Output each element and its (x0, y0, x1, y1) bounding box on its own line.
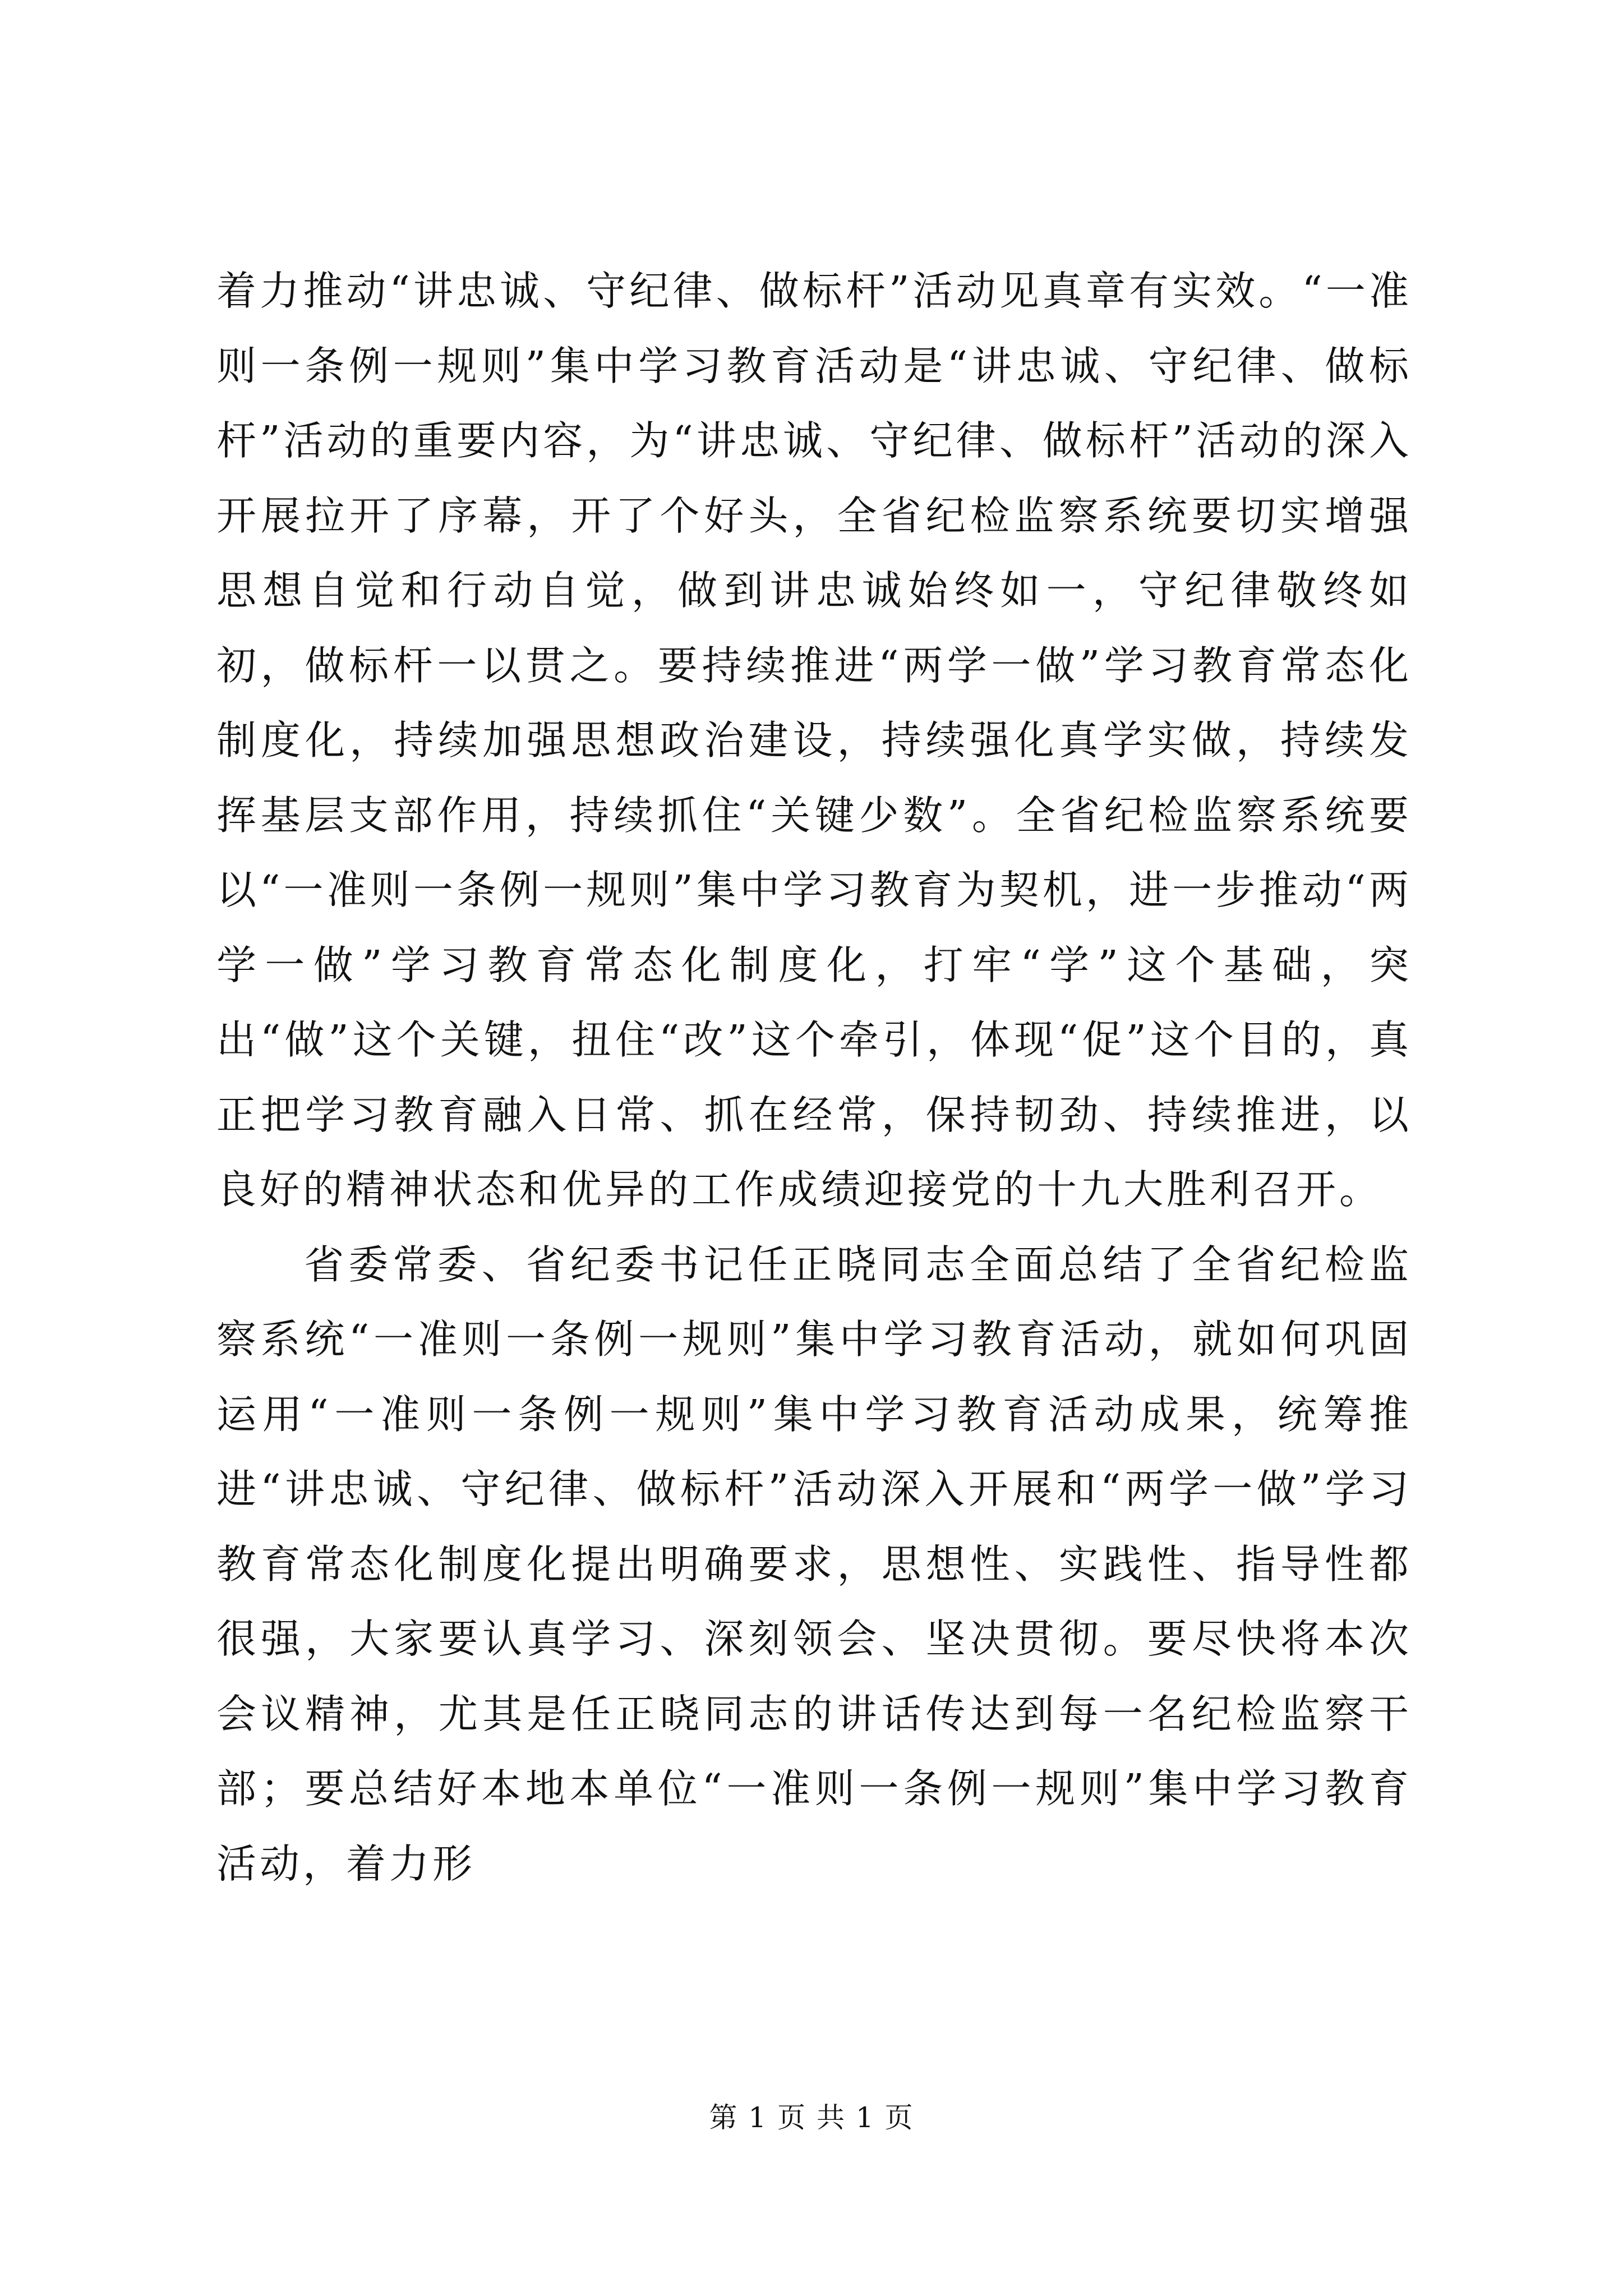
paragraph-2: 省委常委、省纪委书记任正晓同志全面总结了全省纪检监察系统“一准则一条例一规则”集中学习教育活动，就如何巩固运用“一准则一条例一规则”集中学习教育活动成果，统筹推进“讲忠诚、守纪律、做标杆”活动深入开展和“两学一做”学习教育常态化制度化提出明确要求，思想性、实践性、指导性都很强，大家要认真学习、深刻领会、坚决贯彻。要尽快将本次会议精神，尤其是任正晓同志的讲话传达到每一名纪检监察干部；要总结好本地本单位“一准则一条例一规则”集中学习教育活动，着力形 (216, 1241, 1412, 1887)
page-footer: 第 1 页 共 1 页 (709, 2101, 914, 2134)
document-body (216, 254, 1412, 1901)
paragraph-1: 着力推动“讲忠诚、守纪律、做标杆”活动见真章有实效。“一准则一条例一规则”集中学习教育活动是“讲忠诚、守纪律、做标杆”活动的重要内容，为“讲忠诚、守纪律、做标杆”活动的深入开展拉开了序幕，开了个好头，全省纪检监察系统要切实增强思想自觉和行动自觉，做到讲忠诚始终如一，守纪律敬终如初，做标杆一以贯之。要持续推进“两学一做”学习教育常态化制度化，持续加强思想政治建设，持续强化真学实做，持续发挥基层支部作用，持续抓住“关键少数”。全省纪检监察系统要以“一准则一条例一规则”集中学习教育为契机，进一步推动“两学一做”学习教育常态化制度化，打牢“学”这个基础，突出“做”这个关键，扭住“改”这个牵引，体现“促”这个目的，真正把学习教育融入日常、抓在经常，保持韧劲、持续推进，以良好的精神状态和优异的工作成绩迎接党的十九大胜利召开。 (216, 268, 1412, 1213)
